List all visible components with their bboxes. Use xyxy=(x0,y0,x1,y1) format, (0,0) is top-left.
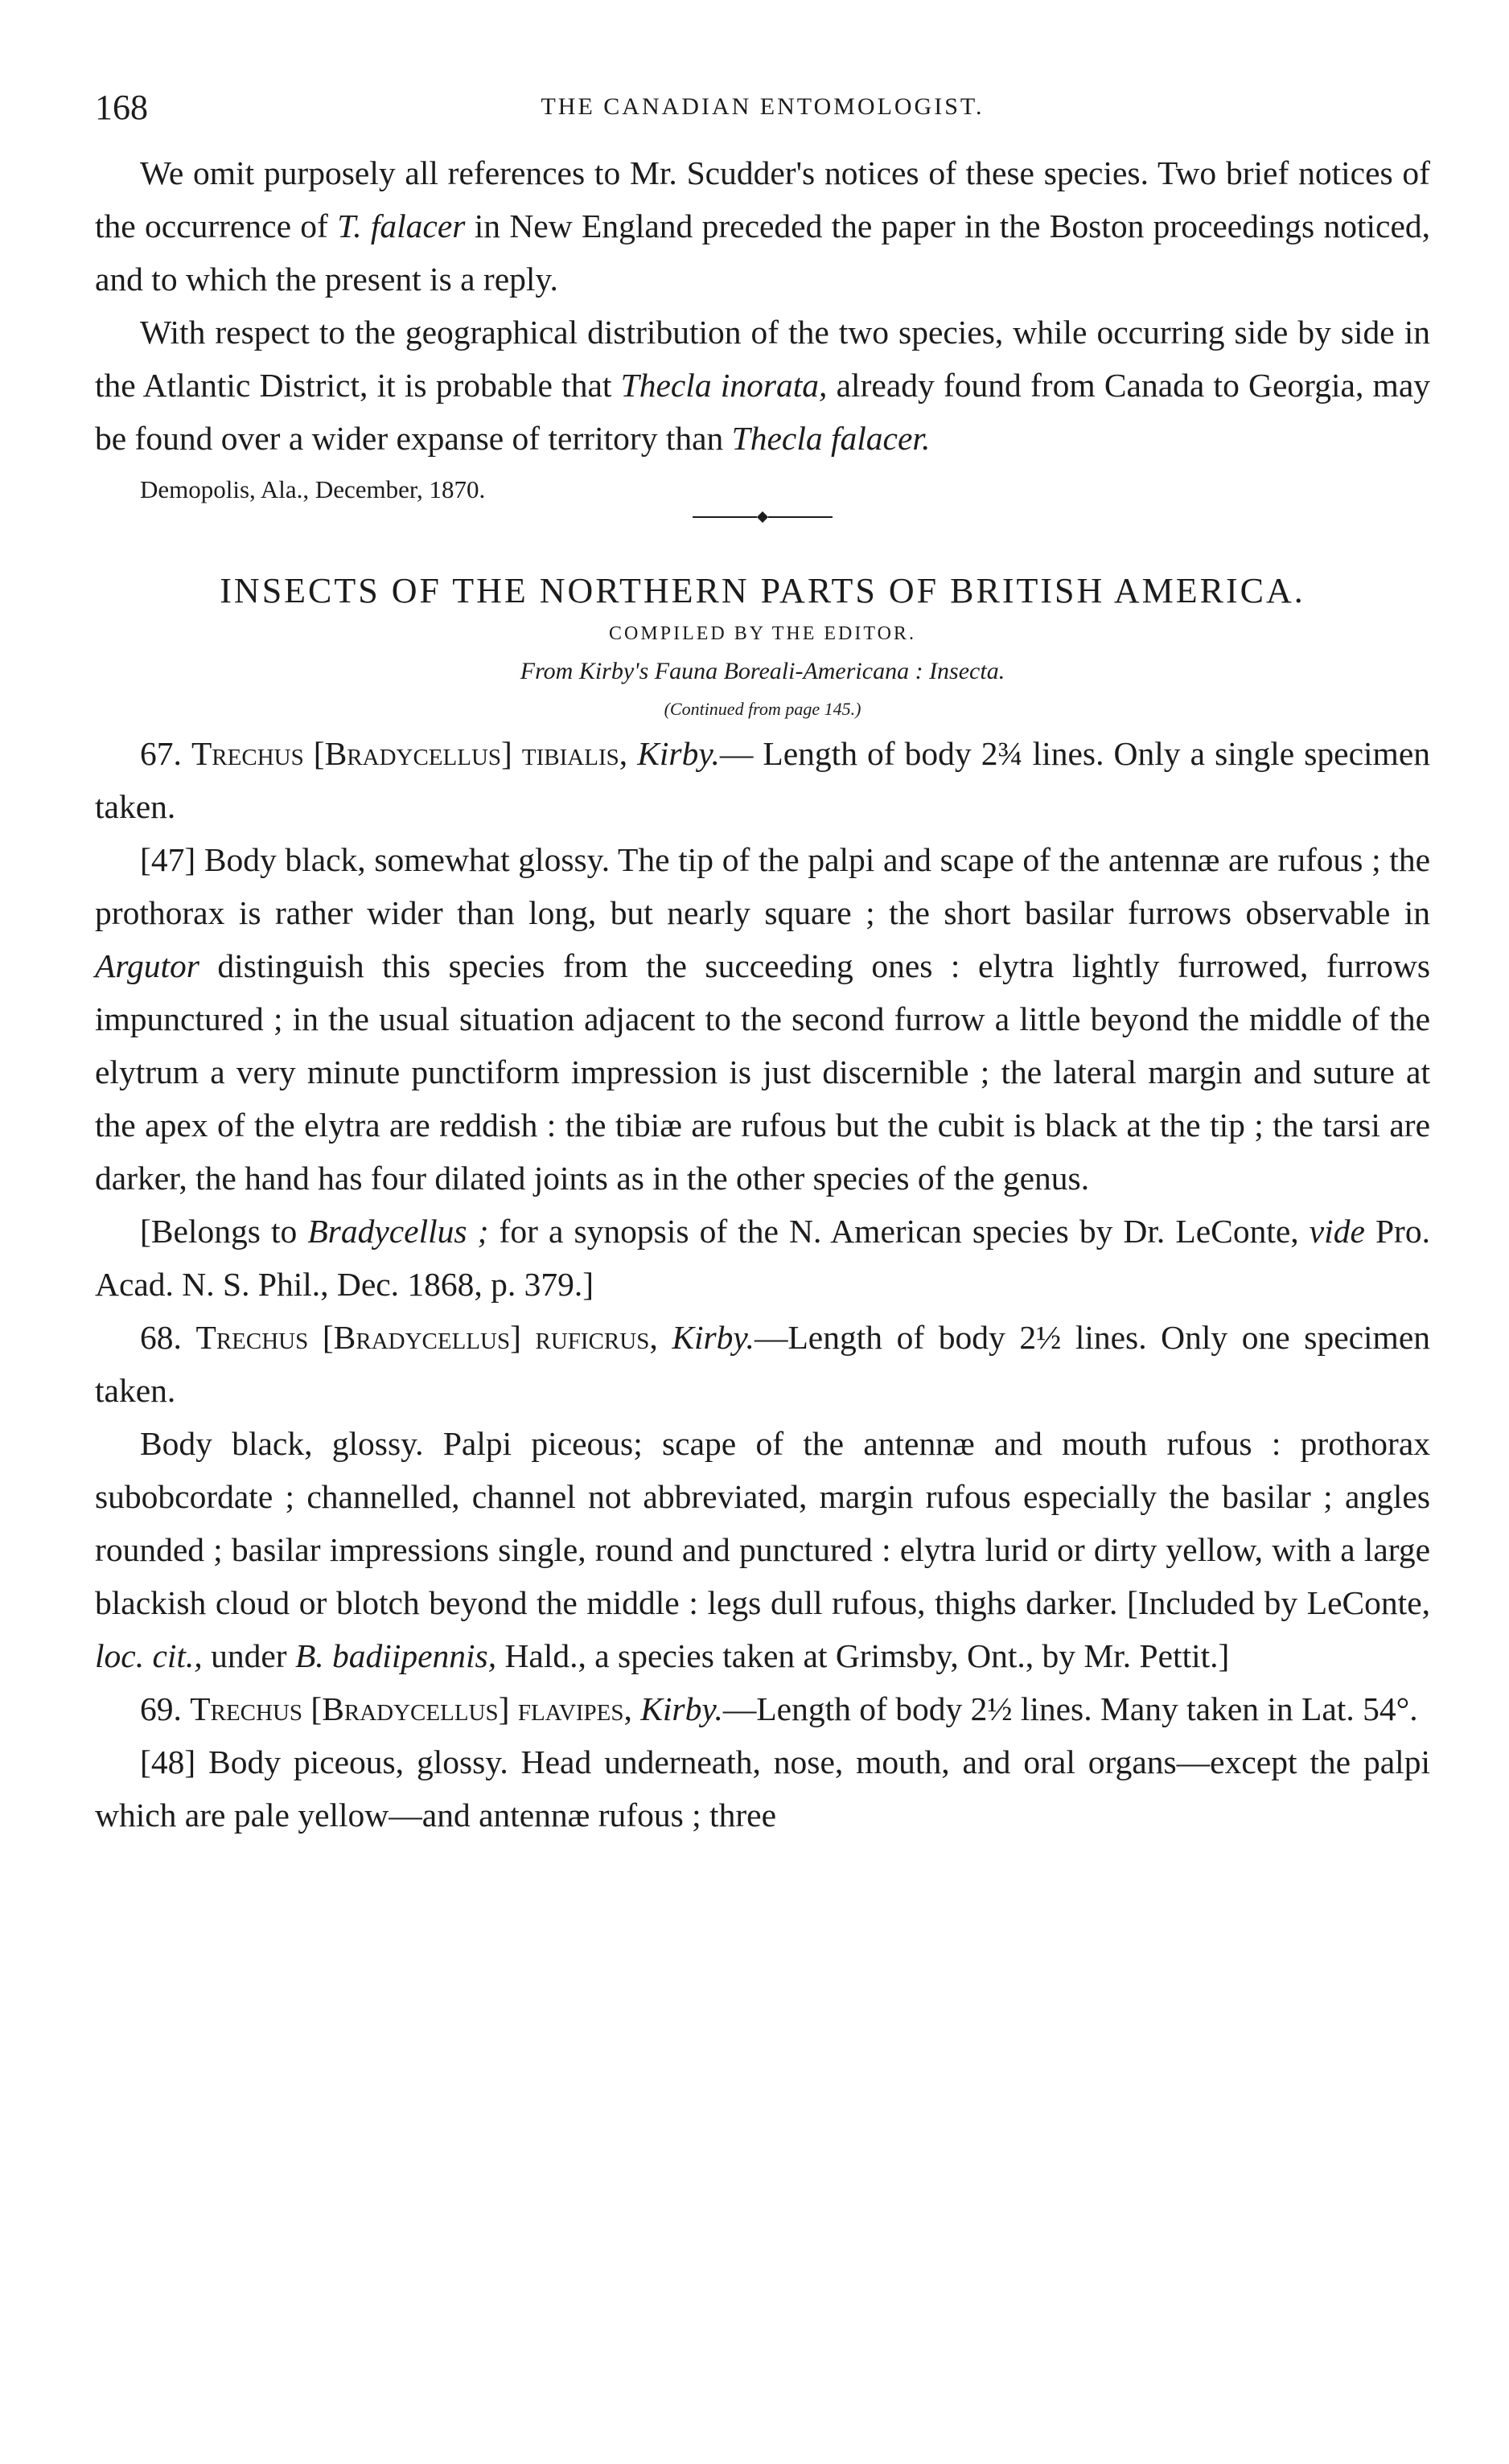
entry-number: 68. xyxy=(140,1319,196,1356)
text-run: With respect to the geographical distribution of the two species, while occurring side by side in the Atlantic District, it is probable that xyxy=(95,314,1430,404)
section-title: INSECTS OF THE NORTHERN PARTS OF BRITISH AMERICA. xyxy=(220,571,1305,610)
subgenus-name: [Bradycellus] xyxy=(303,735,522,772)
running-head xyxy=(95,87,1430,135)
genus-name: Trechus xyxy=(195,1319,309,1356)
latin-term: loc. cit., xyxy=(95,1637,203,1674)
document-page xyxy=(95,87,1430,1842)
compiled-by-line: COMPILED BY THE EDITOR. xyxy=(609,623,916,644)
genus-reference: Argutor xyxy=(95,947,199,984)
entry-69-heading xyxy=(95,1682,1430,1735)
separator: , xyxy=(619,735,638,772)
entry-number: 69. xyxy=(140,1690,191,1727)
separator: , xyxy=(649,1319,672,1356)
species-epithet: tibialis xyxy=(521,735,619,772)
text-run: distinguish this species from the succeeding ones : elytra lightly furrowed, furrows impunctured ; in the usual situation adjacent to the second furrow a little beyond the middle of the elytrum a very minute punctiform impression is just discernible ; the lateral margin and suture at the apex of the elytra are reddish : the tibiæ are rufous but the cubit is black at the tip ; the tarsi are darker, the hand has four dilated joints as in the other species of the genus. xyxy=(95,947,1430,1197)
text-run: already found from Canada to Georgia, may be found over a wider expanse of territory than xyxy=(95,367,1430,457)
entry-68-description xyxy=(95,1417,1430,1682)
continued-note: (Continued from page 145.) xyxy=(664,699,861,719)
text-run: for a synopsis of the N. American species by Dr. LeConte, xyxy=(488,1213,1310,1250)
text-run: Body black, glossy. Palpi piceous; scape of the antennæ and mouth rufous : prothorax subobcordate ; channelled, channel not abbreviated, margin rufous especially the basilar ; angles rounded ; basilar impressions single, round and punctured : elytra lurid or dirty yellow, with a large blackish cloud or blotch beyond the middle : legs dull rufous, thighs darker. [Included by LeConte, xyxy=(95,1425,1430,1621)
text-run: We omit purposely all references to Mr. Scudder's notices of these species. Two brief notices of the occurrence of xyxy=(95,154,1430,244)
entry-67-note xyxy=(95,1205,1430,1311)
intro-paragraph-2 xyxy=(95,306,1430,465)
species-name: B. badiipennis, xyxy=(294,1637,497,1674)
intro-paragraph-1 xyxy=(95,146,1430,306)
text-run: Hald., a species taken at Grimsby, Ont., by Mr. Pettit.] xyxy=(496,1637,1230,1674)
entry-67-description xyxy=(95,833,1430,1205)
author-name: Kirby. xyxy=(640,1690,723,1727)
page-number: 168 xyxy=(95,88,148,127)
author-name: Kirby. xyxy=(672,1319,754,1356)
subgenus-name: [Bradycellus] xyxy=(308,1319,536,1356)
text-run: [Belongs to xyxy=(140,1213,308,1250)
text-run: [48] Body piceous, glossy. Head underneath, nose, mouth, and oral organs—except the palpi which are pale yellow—and antennæ rufous ; three xyxy=(95,1743,1430,1834)
text-run: [47] Body black, somewhat glossy. The tip of the palpi and scape of the antennæ are rufous ; the prothorax is rather wider than long, but nearly square ; the short basilar furrows observable in xyxy=(95,841,1430,931)
species-name: T. falacer xyxy=(337,207,466,244)
text-run: Pro. Acad. N. S. Phil., Dec. 1868, p. 379.] xyxy=(95,1213,1430,1303)
latin-term: vide xyxy=(1309,1213,1365,1250)
entry-69-description xyxy=(95,1735,1430,1842)
entry-number: 67. xyxy=(140,735,191,772)
journal-title: THE CANADIAN ENTOMOLOGIST. xyxy=(541,93,985,120)
species-name: Thecla falacer. xyxy=(731,420,931,457)
entry-67-heading xyxy=(95,727,1430,833)
entry-68-heading xyxy=(95,1311,1430,1417)
text-run: in New England preceded the paper in the Boston proceedings noticed, and to which the present is a reply. xyxy=(95,207,1430,298)
source-citation: From Kirby's Fauna Boreali-Americana : Insecta. xyxy=(520,658,1005,684)
species-epithet: ruficrus xyxy=(535,1319,650,1356)
text-run: —Length of body 2½ lines. Only one specimen taken. xyxy=(95,1319,1431,1409)
author-name: Kirby. xyxy=(637,735,720,772)
section-divider-ornament xyxy=(95,510,1430,553)
species-name: Thecla inorata, xyxy=(620,367,828,404)
text-run: — Length of body 2¾ lines. Only a single specimen taken. xyxy=(95,735,1430,825)
separator: , xyxy=(623,1690,641,1727)
subgenus-name: [Bradycellus] xyxy=(302,1690,518,1727)
dateline: Demopolis, Ala., December, 1870. xyxy=(140,475,486,503)
text-run: under xyxy=(202,1637,295,1674)
text-run: —Length of body 2½ lines. Many taken in Lat. 54°. xyxy=(722,1690,1418,1727)
genus-name: Trechus xyxy=(191,735,304,772)
genus-name: Trechus xyxy=(190,1690,303,1727)
genus-reference: Bradycellus ; xyxy=(307,1213,489,1250)
species-epithet: flavipes xyxy=(517,1690,624,1727)
